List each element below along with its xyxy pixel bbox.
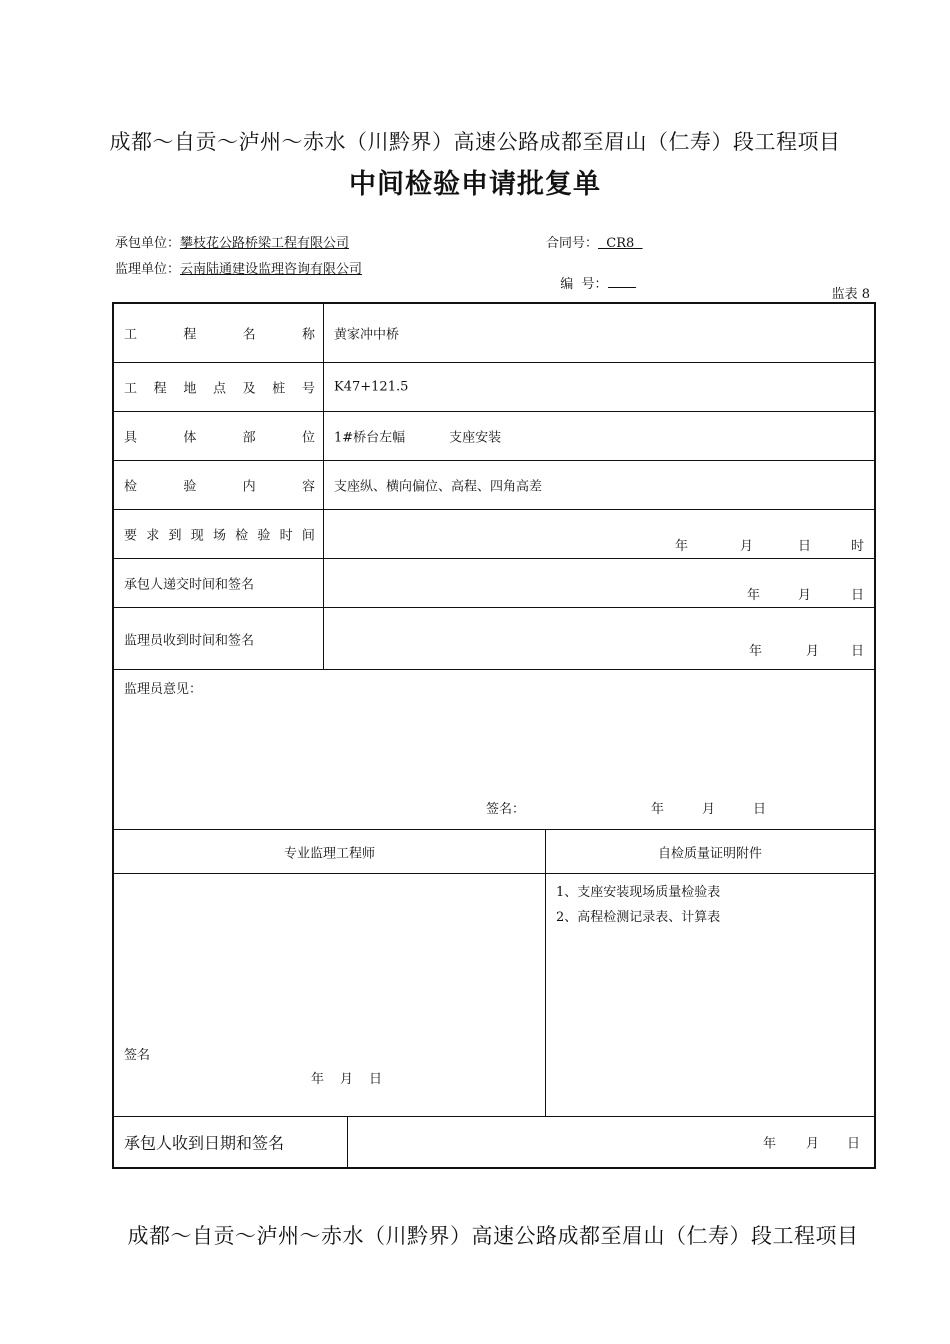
serial-no-line (552, 258, 636, 292)
project-name-value: 黄家冲中桥 (334, 327, 400, 343)
attachments-cell (546, 874, 874, 1116)
contract-no-line (546, 232, 643, 251)
supervisor-label: 监理单位： (115, 262, 181, 277)
attachment-item: 2、高程检测记录表、计算表 (556, 910, 721, 925)
opinion-sign-label: 签名： (486, 802, 526, 817)
attachments-header-cell (546, 830, 874, 873)
inspect-time-value-cell[interactable] (324, 510, 874, 558)
location-value-cell[interactable] (324, 363, 874, 411)
submit-label: 承包人递交时间和签名 (124, 577, 255, 593)
supervisor-line (115, 258, 362, 277)
final-receipt-value-cell[interactable] (348, 1117, 874, 1167)
contractor-value: 攀枝花公路桥梁工程有限公司 (180, 236, 350, 251)
location-value: K47+121.5 (334, 379, 409, 395)
engineer-header-cell (114, 830, 546, 873)
final-receipt-label-cell (114, 1117, 348, 1167)
row-inspect-time (114, 509, 874, 558)
project-name-label-cell (114, 304, 324, 362)
received-date: 年 月 日 (748, 644, 864, 659)
submit-date: 年 月 日 (746, 588, 864, 603)
contractor-line (115, 232, 349, 251)
row-content (114, 460, 874, 509)
attachment-item: 1、支座安装现场质量检验表 (556, 885, 721, 900)
location-label: 工 程 地 点 及 桩 号 (124, 381, 315, 397)
row-location (114, 362, 874, 411)
content-label: 检 验 内 容 (124, 479, 315, 495)
attachments-header: 自检质量证明附件 (657, 846, 762, 861)
project-name-label: 工 程 名 称 (124, 327, 315, 343)
submit-value-cell[interactable] (324, 559, 874, 607)
row-section-headers (114, 829, 874, 873)
row-final-receipt (114, 1116, 874, 1167)
engineer-date: 年 月 日 (311, 1072, 383, 1087)
contract-no-value: CR8 (598, 236, 643, 251)
location-label-cell (114, 363, 324, 411)
part-value: 1#桥台左幅 支座安装 (334, 430, 502, 446)
received-label: 监理员收到时间和签名 (124, 633, 255, 648)
final-receipt-date: 年 月 日 (762, 1136, 860, 1152)
received-value-cell[interactable] (324, 608, 874, 669)
content-label-cell (114, 461, 324, 509)
submit-label-cell (114, 559, 324, 607)
project-title: 成都～自贡～泸州～赤水（川黔界）高速公路成都至眉山（仁寿）段工程项目 (109, 130, 841, 154)
row-opinion[interactable] (114, 669, 874, 829)
row-project-name (114, 304, 874, 362)
attachments-list (556, 880, 720, 930)
supervisor-value: 云南陆通建设监理咨询有限公司 (180, 262, 363, 277)
engineer-header: 专业监理工程师 (283, 846, 375, 861)
final-receipt-label: 承包人收到日期和签名 (124, 1133, 285, 1153)
serial-no-label: 编 号： (560, 277, 608, 292)
row-received (114, 607, 874, 669)
row-submit (114, 558, 874, 607)
content-value-cell[interactable] (324, 461, 874, 509)
project-name-value-cell[interactable] (324, 304, 874, 362)
part-label: 具 体 部 位 (124, 430, 315, 446)
serial-no-blank[interactable] (608, 276, 636, 288)
approval-form-table (112, 302, 876, 1169)
document-title: 中间检验申请批复单 (349, 169, 601, 200)
content-value: 支座纵、横向偏位、高程、四角高差 (334, 479, 543, 495)
inspect-time-date: 年 月 日 时 (674, 539, 864, 554)
footer-project-title: 成都～自贡～泸州～赤水（川黔界）高速公路成都至眉山（仁寿）段工程项目 (127, 1224, 859, 1248)
opinion-date: 年 月 日 (651, 802, 767, 817)
inspect-time-label-cell (114, 510, 324, 558)
inspect-time-label: 要 求 到 现 场 检 验 时 间 (124, 528, 315, 544)
contract-no-label: 合同号： (546, 236, 599, 251)
part-label-cell (114, 412, 324, 460)
received-label-cell (114, 608, 324, 669)
opinion-label: 监理员意见： (124, 682, 203, 697)
form-code: 监表 8 (831, 287, 870, 302)
contractor-label: 承包单位： (115, 236, 181, 251)
row-engineer-attachments (114, 873, 874, 1116)
engineer-sign-label: 签名 (124, 1048, 151, 1063)
row-part (114, 411, 874, 460)
part-value-cell[interactable] (324, 412, 874, 460)
engineer-sign-cell[interactable] (114, 874, 546, 1116)
